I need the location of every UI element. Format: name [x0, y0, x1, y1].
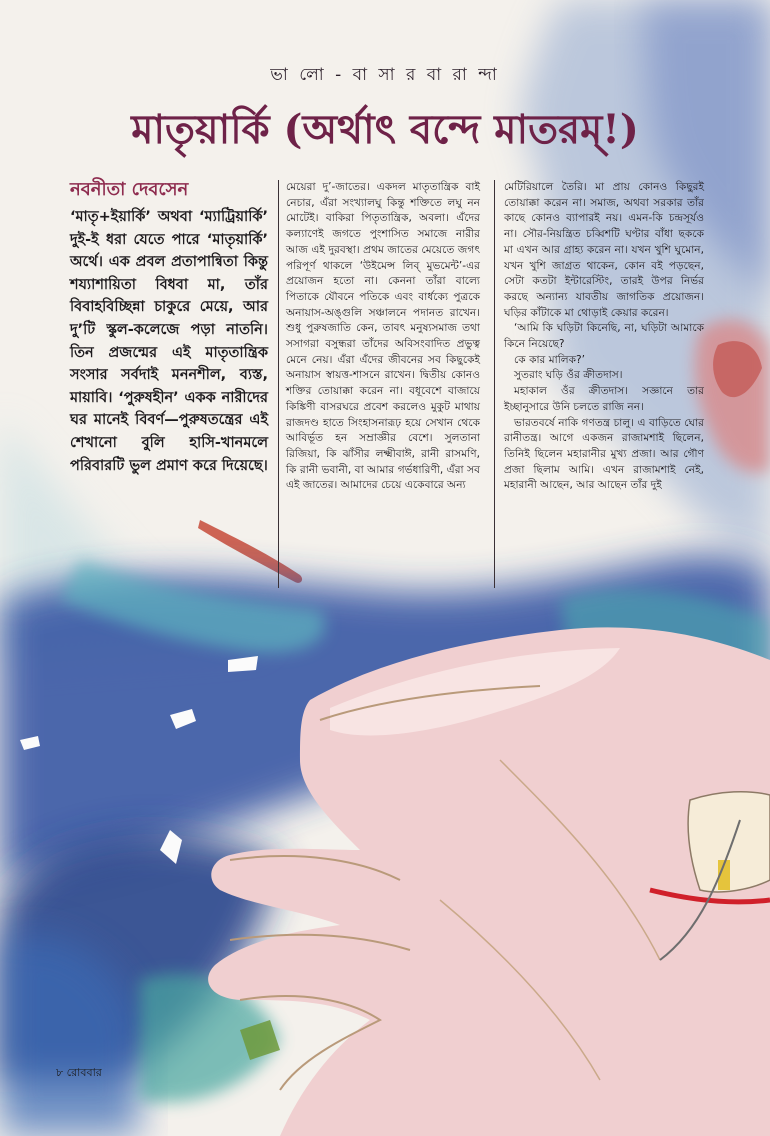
body-paragraph: মেটিরিয়ালে তৈরি। মা প্রায় কোনও কিছুরই তোয়াক্কা করেন না। সমাজ, অথবা সরকার তাঁর কাছে কোনও ব্যাপারই নয়। এমন-কি চন্দ্রসূর্যও না। সৌর-নিয়ন্ত্রিত চব্বিশটি ঘণ্টার বাঁধা ছককে মা এখন আর গ্রাহ্য করেন না। যখন খুশি ঘুমোন, যখন খুশি জাগ্রত থাকেন, কোন বই পড়ছেন, সেটা কতটা ইন্টারেস্টিং, তারই উপর নির্ভর করছে অন্যান্য যাবতীয় জাগতিক প্রয়োজন। ঘড়ির কাঁটাকে মা থোড়াই কেয়ার করেন। [504, 181, 704, 319]
body-paragraph: সুতরাং ঘড়ি ওঁর ক্রীতদাস। [514, 369, 623, 382]
column-divider [494, 180, 495, 588]
page-folio: ৮ রোববার [56, 1066, 102, 1079]
body-paragraph: ‘আমি কি ঘড়িটা কিনেছি, না, ঘড়িটা আমাকে কিনে নিয়েছে? [504, 322, 704, 351]
body-column-right [504, 180, 704, 494]
body-column-middle [286, 180, 480, 494]
column-divider [278, 180, 279, 588]
body-paragraph: মেয়েরা দু’-জাতের। একদল মাতৃতান্ত্রিক বাই নেচার, এঁরা সংখ্যালঘু কিন্তু শক্তিতে লঘু নন মোটেই। বাকিরা পিতৃতান্ত্রিক, অবলা। এঁদের কল্যাণেই জগতে পুংশাসিত সমাজে নারীর আজ এই দুরবস্থা। প্রথম জাতের মেয়েতে জগৎ পরিপূর্ণ থাকলে ‘উইমেন্স লিব্‌ মুভমেন্ট’-এর প্রয়োজন হতো না। কেননা তাঁরা বাল্যে পিতাকে যৌবনে পতিকে এবং বার্ধক্যে পুত্রকে অনায়াস-অঙ্গুলি সঞ্চালনে পদানত রাখেন। শুধু পুরুষজাতি কেন, তাবৎ মনুষ্যসমাজ তথা সসাগরা বসুন্ধরা তাঁদের অবিসংবাদিত প্রভুত্ব মেনে নেয়। এঁরা এঁদের জীবনের সব কিছুকেই অনায়াস স্বায়ত্ত-শাসনে রাখেন। দ্বিতীয় কোনও শক্তির তোয়াক্কা করেন না। বধূবেশে বাজায়ে কিঙ্কিণী বাসরঘরে প্রবেশ করলেও মুকুট মাথায় রাজদণ্ড হাতে সিংহাসনারূঢ় হয়ে সেখান থেকে আবির্ভূত হন সম্রাজ্ঞীর বেশে। সুলতানা রিজিয়া, কি ঝাঁসীর লক্ষ্মীবাঈ, রানী রাসমণি, কি রানী ভবানী, বা আমার গর্ভধারিণী, এঁরা সব এই জাতের। আমাদের চেয়ে একেবারে অন্য [286, 181, 480, 492]
author-byline: নবনীতা দেবসেন [70, 179, 189, 200]
section-kicker: ভা লো - বা সা র বা রা ন্দা [270, 65, 500, 85]
intro-column: ‘মাতৃ+ইয়ার্কি’ অথবা ‘ম্যাট্রিয়ার্কি’ দুই-ই ধরা যেতে পারে ‘মাতৃয়ার্কি’ অর্থে। এক প্রবল প্রতাপান্বিতা কিন্তু শয্যাশায়িতা বিধবা মা, তাঁর বিবাহবিচ্ছিন্না চাকুরে মেয়ে, আর দু’টি স্কুল-কলেজে পড়া নাতনি। তিন প্রজন্মের এই মাতৃতান্ত্রিক সংসার সর্বদাই মননশীল, ব্যস্ত, মায়াবি। ‘পুরুষহীন’ একক নারীদের ঘর মানেই বিবর্ণ—পুরুষতন্ত্রের এই শেখানো বুলি হাসি-খানমলে পরিবারটি ভুল প্রমাণ করে দিয়েছে। [70, 209, 268, 474]
body-paragraph: মহাকাল ওঁর ক্রীতদাস। সজ্ঞানে তার ইচ্ছানুসারে উনি চলতে রাজি নন। [504, 385, 704, 413]
body-paragraph: ভারতবর্ষে নাকি গণতন্ত্র চালু। এ বাড়িতে ঘোর রানীতন্ত্র। আগে একজন রাজামশাই ছিলেন, তিনিই ছিলেন মহারানীর মুখ্য প্রজা। আর গৌণ প্রজা ছিলাম আমি। এখন রাজামশাই নেই, মহারানী আছেন, আর আছেন তাঁর দুই [504, 416, 704, 492]
article-title: মাতৃয়ার্কি (অর্থাৎ বন্দে মাতরম্‌!) [131, 106, 639, 153]
body-paragraph: কে কার মালিক?’ [514, 353, 586, 366]
